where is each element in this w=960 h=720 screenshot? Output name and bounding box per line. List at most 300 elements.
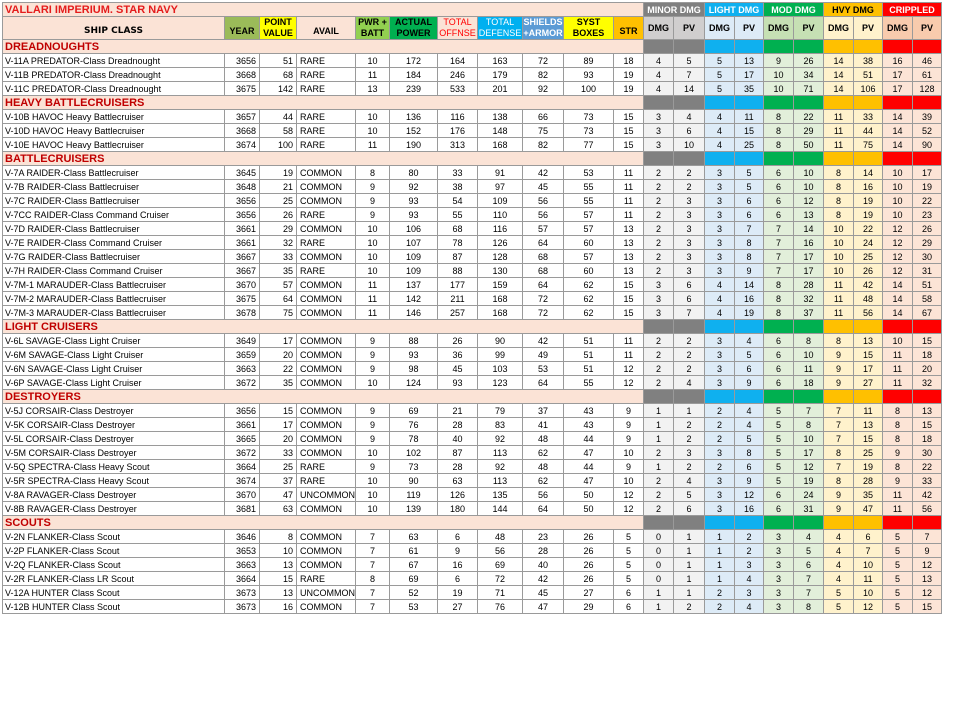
cell-point-value: 20 (260, 432, 297, 446)
cell-shields-armor: 56 (523, 194, 564, 208)
cell-total-defense: 72 (478, 572, 523, 586)
cell-minor-dmg: 3 (644, 138, 674, 152)
cell-avail: RARE (297, 124, 356, 138)
cell-syst-boxes: 50 (564, 502, 614, 516)
cell-hvy-pv: 15 (854, 348, 883, 362)
cell-mod-pv: 28 (794, 278, 824, 292)
cell-minor-pv: 4 (674, 474, 705, 488)
cell-shields-armor: 68 (523, 250, 564, 264)
cell-mod-pv: 22 (794, 110, 824, 124)
cell-minor-pv: 2 (674, 334, 705, 348)
cell-avail: RARE (297, 460, 356, 474)
col-header-light-dmg: DMG (705, 17, 735, 40)
cell-total-offense: 177 (438, 278, 478, 292)
cell-total-defense: 168 (478, 306, 523, 320)
cell-crippled-pv: 18 (913, 348, 942, 362)
cell-mod-dmg: 10 (764, 68, 794, 82)
cell-point-value: 25 (260, 460, 297, 474)
cell-light-pv: 11 (735, 110, 764, 124)
section-band-mod-pv (794, 390, 824, 404)
cell-minor-dmg: 0 (644, 558, 674, 572)
ship-stats-table (2, 2, 942, 614)
cell-shields-armor: 72 (523, 292, 564, 306)
cell-total-offense: 313 (438, 138, 478, 152)
cell-avail: COMMON (297, 446, 356, 460)
cell-hvy-dmg: 5 (824, 600, 854, 614)
cell-year: 3667 (225, 264, 260, 278)
cell-shields-armor: 64 (523, 376, 564, 390)
cell-avail: COMMON (297, 600, 356, 614)
cell-str: 5 (614, 544, 644, 558)
cell-ship-class: V-6P SAVAGE-Class Light Cruiser (3, 376, 225, 390)
cell-crippled-pv: 22 (913, 194, 942, 208)
cell-mod-pv: 7 (794, 404, 824, 418)
cell-mod-pv: 6 (794, 558, 824, 572)
cell-pwr-batt: 9 (356, 404, 390, 418)
cell-year: 3667 (225, 250, 260, 264)
table-row (3, 586, 942, 600)
cell-actual-power: 107 (390, 236, 438, 250)
table-row (3, 264, 942, 278)
cell-total-defense: 168 (478, 138, 523, 152)
section-band-light-pv (735, 390, 764, 404)
cell-total-defense: 92 (478, 460, 523, 474)
cell-syst-boxes: 43 (564, 418, 614, 432)
cell-mod-pv: 12 (794, 194, 824, 208)
cell-syst-boxes: 43 (564, 404, 614, 418)
table-row (3, 68, 942, 82)
section-band-light-dmg (705, 96, 735, 110)
cell-minor-pv: 3 (674, 236, 705, 250)
table-row (3, 334, 942, 348)
cell-minor-pv: 3 (674, 446, 705, 460)
cell-point-value: 17 (260, 334, 297, 348)
cell-light-dmg: 3 (705, 264, 735, 278)
cell-point-value: 35 (260, 376, 297, 390)
cell-total-offense: 257 (438, 306, 478, 320)
cell-light-pv: 4 (735, 572, 764, 586)
cell-minor-pv: 1 (674, 544, 705, 558)
cell-point-value: 21 (260, 180, 297, 194)
col-header-minor-dmg: DMG (644, 17, 674, 40)
cell-light-dmg: 2 (705, 600, 735, 614)
cell-ship-class: V-5K CORSAIR-Class Destroyer (3, 418, 225, 432)
cell-hvy-pv: 35 (854, 488, 883, 502)
cell-hvy-dmg: 4 (824, 558, 854, 572)
cell-mod-pv: 17 (794, 264, 824, 278)
cell-hvy-dmg: 7 (824, 460, 854, 474)
cell-hvy-dmg: 8 (824, 474, 854, 488)
table-row (3, 54, 942, 68)
cell-light-pv: 25 (735, 138, 764, 152)
cell-minor-dmg: 4 (644, 82, 674, 96)
cell-crippled-pv: 12 (913, 558, 942, 572)
cell-minor-dmg: 1 (644, 404, 674, 418)
table-row (3, 572, 942, 586)
table-row (3, 180, 942, 194)
cell-crippled-pv: 12 (913, 586, 942, 600)
cell-pwr-batt: 9 (356, 460, 390, 474)
cell-mod-pv: 11 (794, 362, 824, 376)
cell-year: 3648 (225, 180, 260, 194)
cell-crippled-dmg: 8 (883, 432, 913, 446)
cell-light-dmg: 3 (705, 208, 735, 222)
cell-crippled-dmg: 12 (883, 236, 913, 250)
table-row (3, 124, 942, 138)
cell-light-pv: 7 (735, 222, 764, 236)
section-title: DESTROYERS (3, 390, 644, 404)
section-band-mod-dmg (764, 516, 794, 530)
section-header-row (3, 390, 942, 404)
cell-light-pv: 5 (735, 180, 764, 194)
cell-total-defense: 69 (478, 558, 523, 572)
cell-shields-armor: 64 (523, 502, 564, 516)
cell-total-offense: 63 (438, 474, 478, 488)
cell-point-value: 44 (260, 110, 297, 124)
cell-crippled-pv: 52 (913, 124, 942, 138)
cell-minor-dmg: 2 (644, 334, 674, 348)
section-band-hvy-dmg (824, 96, 854, 110)
cell-shields-armor: 42 (523, 166, 564, 180)
cell-pwr-batt: 9 (356, 208, 390, 222)
section-title: SCOUTS (3, 516, 644, 530)
cell-syst-boxes: 60 (564, 264, 614, 278)
section-band-crippled-dmg (883, 390, 913, 404)
cell-syst-boxes: 26 (564, 544, 614, 558)
table-row (3, 544, 942, 558)
cell-total-defense: 110 (478, 208, 523, 222)
cell-avail: COMMON (297, 194, 356, 208)
cell-hvy-pv: 7 (854, 544, 883, 558)
cell-total-offense: 28 (438, 460, 478, 474)
cell-light-pv: 8 (735, 446, 764, 460)
cell-minor-dmg: 1 (644, 460, 674, 474)
cell-total-defense: 56 (478, 544, 523, 558)
cell-year: 3672 (225, 446, 260, 460)
cell-actual-power: 67 (390, 558, 438, 572)
cell-str: 15 (614, 138, 644, 152)
col-header-minor-pv: PV (674, 17, 705, 40)
cell-light-dmg: 5 (705, 68, 735, 82)
cell-mod-pv: 8 (794, 334, 824, 348)
cell-avail: RARE (297, 82, 356, 96)
cell-year: 3645 (225, 166, 260, 180)
cell-mod-pv: 29 (794, 124, 824, 138)
cell-avail: COMMON (297, 544, 356, 558)
section-title: BATTLECRUISERS (3, 152, 644, 166)
table-row (3, 404, 942, 418)
cell-pwr-batt: 9 (356, 432, 390, 446)
cell-ship-class: V-11A PREDATOR-Class Dreadnought (3, 54, 225, 68)
cell-avail: COMMON (297, 362, 356, 376)
cell-hvy-dmg: 14 (824, 54, 854, 68)
cell-mod-dmg: 5 (764, 460, 794, 474)
cell-pwr-batt: 10 (356, 110, 390, 124)
col-header-point-value: POINT VALUE (260, 17, 297, 40)
cell-mod-dmg: 6 (764, 166, 794, 180)
cell-pwr-batt: 10 (356, 264, 390, 278)
cell-crippled-dmg: 12 (883, 222, 913, 236)
cell-minor-dmg: 2 (644, 362, 674, 376)
cell-hvy-pv: 47 (854, 502, 883, 516)
col-header-total-defense: TOTAL DEFENSE (478, 17, 522, 38)
cell-hvy-pv: 75 (854, 138, 883, 152)
cell-pwr-batt: 8 (356, 166, 390, 180)
cell-mod-dmg: 3 (764, 600, 794, 614)
cell-hvy-pv: 11 (854, 572, 883, 586)
col-header-avail: AVAIL (297, 17, 356, 40)
cell-pwr-batt: 11 (356, 306, 390, 320)
cell-mod-dmg: 3 (764, 572, 794, 586)
cell-crippled-pv: 56 (913, 502, 942, 516)
cell-crippled-dmg: 14 (883, 138, 913, 152)
cell-str: 9 (614, 432, 644, 446)
cell-year: 3675 (225, 82, 260, 96)
section-band-minor-dmg (644, 152, 674, 166)
cell-light-pv: 2 (735, 530, 764, 544)
cell-total-offense: 26 (438, 334, 478, 348)
cell-hvy-pv: 15 (854, 432, 883, 446)
cell-total-offense: 27 (438, 600, 478, 614)
cell-mod-pv: 4 (794, 530, 824, 544)
col-header-mod-pv: PV (794, 17, 824, 40)
cell-syst-boxes: 26 (564, 558, 614, 572)
cell-ship-class: V-7D RAIDER-Class Battlecruiser (3, 222, 225, 236)
cell-total-defense: 91 (478, 166, 523, 180)
section-band-minor-dmg (644, 390, 674, 404)
cell-mod-pv: 37 (794, 306, 824, 320)
cell-light-pv: 16 (735, 292, 764, 306)
cell-hvy-dmg: 9 (824, 348, 854, 362)
cell-ship-class: V-5R SPECTRA-Class Heavy Scout (3, 474, 225, 488)
cell-avail: COMMON (297, 530, 356, 544)
cell-minor-pv: 1 (674, 572, 705, 586)
cell-str: 15 (614, 124, 644, 138)
section-header-row (3, 40, 942, 54)
section-band-mod-dmg (764, 40, 794, 54)
cell-light-dmg: 3 (705, 222, 735, 236)
cell-crippled-dmg: 9 (883, 474, 913, 488)
cell-crippled-dmg: 8 (883, 418, 913, 432)
cell-total-offense: 246 (438, 68, 478, 82)
cell-total-offense: 88 (438, 264, 478, 278)
cell-minor-dmg: 1 (644, 600, 674, 614)
cell-mod-dmg: 6 (764, 488, 794, 502)
cell-light-pv: 9 (735, 376, 764, 390)
cell-minor-dmg: 1 (644, 418, 674, 432)
cell-pwr-batt: 13 (356, 82, 390, 96)
cell-minor-pv: 3 (674, 208, 705, 222)
cell-avail: COMMON (297, 432, 356, 446)
cell-actual-power: 190 (390, 138, 438, 152)
cell-mod-pv: 7 (794, 586, 824, 600)
cell-actual-power: 124 (390, 376, 438, 390)
cell-minor-pv: 1 (674, 558, 705, 572)
cell-light-pv: 35 (735, 82, 764, 96)
cell-light-pv: 8 (735, 236, 764, 250)
cell-ship-class: V-12B HUNTER Class Scout (3, 600, 225, 614)
cell-light-pv: 6 (735, 362, 764, 376)
cell-minor-dmg: 3 (644, 278, 674, 292)
cell-avail: COMMON (297, 292, 356, 306)
cell-hvy-dmg: 10 (824, 264, 854, 278)
table-row (3, 362, 942, 376)
cell-actual-power: 139 (390, 502, 438, 516)
cell-point-value: 142 (260, 82, 297, 96)
cell-pwr-batt: 9 (356, 180, 390, 194)
cell-hvy-dmg: 7 (824, 432, 854, 446)
cell-minor-dmg: 3 (644, 306, 674, 320)
cell-hvy-pv: 11 (854, 404, 883, 418)
cell-total-defense: 113 (478, 446, 523, 460)
cell-hvy-pv: 19 (854, 208, 883, 222)
section-band-hvy-dmg (824, 516, 854, 530)
cell-str: 19 (614, 82, 644, 96)
cell-hvy-pv: 25 (854, 250, 883, 264)
section-header-row (3, 320, 942, 334)
cell-total-defense: 138 (478, 110, 523, 124)
cell-point-value: 33 (260, 446, 297, 460)
cell-syst-boxes: 50 (564, 488, 614, 502)
sheet-title: VALLARI IMPERIUM. STAR NAVY (3, 3, 644, 17)
cell-light-pv: 9 (735, 474, 764, 488)
cell-shields-armor: 48 (523, 432, 564, 446)
cell-light-pv: 6 (735, 194, 764, 208)
cell-crippled-dmg: 12 (883, 250, 913, 264)
cell-minor-pv: 2 (674, 348, 705, 362)
cell-minor-dmg: 2 (644, 488, 674, 502)
cell-total-defense: 92 (478, 432, 523, 446)
section-band-crippled-dmg (883, 152, 913, 166)
cell-actual-power: 98 (390, 362, 438, 376)
cell-year: 3649 (225, 334, 260, 348)
cell-hvy-pv: 28 (854, 474, 883, 488)
cell-year: 3673 (225, 586, 260, 600)
cell-shields-armor: 72 (523, 54, 564, 68)
cell-point-value: 63 (260, 502, 297, 516)
cell-shields-armor: 68 (523, 264, 564, 278)
cell-year: 3656 (225, 54, 260, 68)
cell-crippled-pv: 46 (913, 54, 942, 68)
cell-total-defense: 71 (478, 586, 523, 600)
cell-light-dmg: 4 (705, 306, 735, 320)
cell-minor-dmg: 2 (644, 166, 674, 180)
section-band-hvy-dmg (824, 40, 854, 54)
cell-str: 15 (614, 292, 644, 306)
cell-ship-class: V-7E RAIDER-Class Command Cruiser (3, 236, 225, 250)
cell-light-pv: 3 (735, 586, 764, 600)
cell-str: 5 (614, 572, 644, 586)
cell-crippled-pv: 19 (913, 180, 942, 194)
cell-crippled-dmg: 14 (883, 110, 913, 124)
cell-light-dmg: 4 (705, 278, 735, 292)
section-band-crippled-dmg (883, 96, 913, 110)
cell-hvy-pv: 38 (854, 54, 883, 68)
cell-minor-dmg: 2 (644, 502, 674, 516)
cell-minor-pv: 2 (674, 166, 705, 180)
table-row (3, 250, 942, 264)
cell-pwr-batt: 10 (356, 222, 390, 236)
cell-minor-dmg: 2 (644, 474, 674, 488)
cell-minor-pv: 7 (674, 68, 705, 82)
section-band-crippled-dmg (883, 320, 913, 334)
cell-hvy-dmg: 10 (824, 222, 854, 236)
cell-actual-power: 93 (390, 194, 438, 208)
cell-year: 3675 (225, 292, 260, 306)
section-band-minor-pv (674, 516, 705, 530)
cell-crippled-pv: 58 (913, 292, 942, 306)
cell-year: 3653 (225, 544, 260, 558)
cell-hvy-dmg: 4 (824, 544, 854, 558)
cell-crippled-pv: 90 (913, 138, 942, 152)
cell-total-defense: 116 (478, 222, 523, 236)
cell-total-offense: 116 (438, 110, 478, 124)
cell-syst-boxes: 89 (564, 54, 614, 68)
cell-crippled-pv: 13 (913, 404, 942, 418)
cell-shields-armor: 53 (523, 362, 564, 376)
cell-actual-power: 52 (390, 586, 438, 600)
cell-crippled-pv: 20 (913, 362, 942, 376)
cell-year: 3656 (225, 404, 260, 418)
cell-str: 11 (614, 348, 644, 362)
cell-hvy-pv: 51 (854, 68, 883, 82)
cell-minor-pv: 5 (674, 54, 705, 68)
section-band-hvy-dmg (824, 152, 854, 166)
cell-syst-boxes: 57 (564, 208, 614, 222)
cell-total-defense: 76 (478, 600, 523, 614)
cell-light-dmg: 1 (705, 558, 735, 572)
cell-total-offense: 78 (438, 236, 478, 250)
cell-pwr-batt: 7 (356, 558, 390, 572)
section-band-crippled-pv (913, 516, 942, 530)
cell-avail: COMMON (297, 502, 356, 516)
table-row (3, 530, 942, 544)
cell-pwr-batt: 10 (356, 124, 390, 138)
cell-ship-class: V-2Q FLANKER-Class Scout (3, 558, 225, 572)
cell-avail: COMMON (297, 404, 356, 418)
cell-avail: RARE (297, 68, 356, 82)
crippled-group-header: CRIPPLED (883, 3, 942, 17)
table-row (3, 502, 942, 516)
cell-hvy-dmg: 11 (824, 292, 854, 306)
section-band-minor-dmg (644, 320, 674, 334)
cell-minor-pv: 10 (674, 138, 705, 152)
cell-str: 10 (614, 446, 644, 460)
cell-shields-armor: 37 (523, 404, 564, 418)
table-row (3, 348, 942, 362)
table-row (3, 208, 942, 222)
cell-light-dmg: 3 (705, 474, 735, 488)
cell-total-defense: 48 (478, 530, 523, 544)
cell-ship-class: V-6M SAVAGE-Class Light Cruiser (3, 348, 225, 362)
cell-shields-armor: 82 (523, 138, 564, 152)
cell-light-dmg: 3 (705, 488, 735, 502)
cell-total-offense: 6 (438, 530, 478, 544)
cell-light-pv: 15 (735, 124, 764, 138)
cell-crippled-pv: 61 (913, 68, 942, 82)
table-row (3, 306, 942, 320)
cell-ship-class: V-7M-1 MARAUDER-Class Battlecruiser (3, 278, 225, 292)
cell-actual-power: 93 (390, 348, 438, 362)
cell-avail: COMMON (297, 166, 356, 180)
cell-pwr-batt: 10 (356, 488, 390, 502)
cell-total-offense: 38 (438, 180, 478, 194)
section-band-hvy-pv (854, 516, 883, 530)
cell-minor-pv: 2 (674, 362, 705, 376)
cell-crippled-dmg: 10 (883, 194, 913, 208)
col-header-pwr-batt: PWR + BATT (356, 17, 390, 40)
cell-total-defense: 128 (478, 250, 523, 264)
